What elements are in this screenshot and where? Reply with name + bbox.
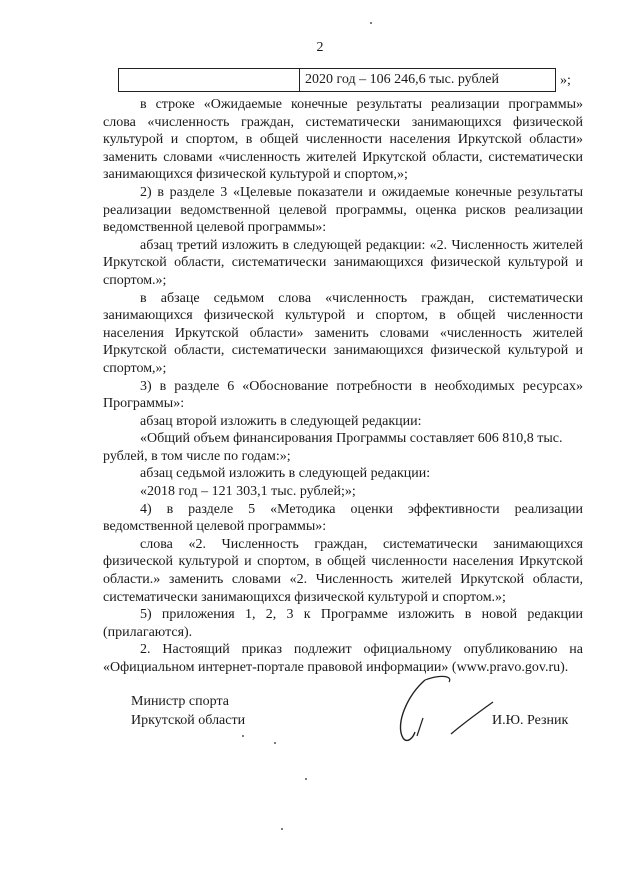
- handwritten-signature: [395, 672, 495, 750]
- paragraph-seventh-abzac: в абзаце седьмом слова «численность граждан, систематически занимающихся физической культурой и спортом, в общей численности населения Иркутской области» заменить словами «численность жителей Иркутской области, систематически занимающихся физической культурой и спортом,»;: [103, 290, 583, 376]
- table-fragment: [118, 68, 556, 92]
- scan-speck: [242, 735, 244, 737]
- paragraph-expected-results: в строке «Ожидаемые конечные результаты реализации программы» слова «численность граждан, систематически занимающихся физической культурой и спортом, в общей численности населения Иркутской области» заменить словами «численность жителей Иркутской области, систематически занимающихся физической культурой и спортом,»;: [103, 97, 583, 183]
- paragraph-second-abzac: абзац второй изложить в следующей редакции:: [140, 413, 422, 429]
- table-cell-funding-2020: 2020 год – 106 246,6 тыс. рублей: [305, 72, 499, 87]
- scan-speck: [281, 828, 283, 830]
- paragraph-appendices: 5) приложения 1, 2, 3 к Программе изложить в новой редакции (прилагаются).: [103, 607, 583, 640]
- paragraph-section-6: 3) в разделе 6 «Обоснование потребности в необходимых ресурсах» Программы»:: [103, 378, 583, 412]
- signatory-title-line1: Министр спорта: [131, 694, 229, 709]
- signatory-title: [131, 692, 245, 730]
- paragraph-total-funding: «Общий объем финансирования Программы составляет 606 810,8 тыс. рублей, в том числе по годам:»;: [103, 431, 563, 464]
- paragraph-section-3: 2) в разделе 3 «Целевые показатели и ожидаемые конечные результаты реализации ведомственной целевой программы, оценка рисков реализации ведомственной целевой программы»:: [103, 184, 583, 236]
- table-closing-quote: »;: [560, 73, 571, 88]
- scan-speck: [274, 742, 276, 744]
- paragraph-section-5: 4) в разделе 5 «Методика оценки эффективности реализации ведомственной целевой программы»:: [103, 501, 583, 535]
- scan-speck: [305, 778, 307, 780]
- paragraph-2018-funding: «2018 год – 121 303,1 тыс. рублей;»;: [140, 484, 356, 500]
- document-body: [103, 96, 583, 677]
- scan-speck: [370, 22, 372, 24]
- paragraph-publication: 2. Настоящий приказ подлежит официальному опубликованию на «Официальном интернет-портале правовой информации» (www.pravo.gov.ru).: [103, 642, 583, 675]
- signatory-name: И.Ю. Резник: [492, 713, 569, 728]
- paragraph-seventh-abzac-edit: абзац седьмой изложить в следующей редакции:: [140, 466, 431, 482]
- paragraph-words-replace: слова «2. Численность граждан, систематически занимающихся физической культурой и спортом, в общей численности населения Иркутской области.» заменить словами «2. Численность жителей Иркутской области, систематически занимающихся физической культурой и спортом.»;: [103, 536, 583, 605]
- signatory-title-line2: Иркутской области: [131, 713, 246, 728]
- table-cell-empty: [119, 69, 300, 91]
- page-number: 2: [316, 40, 324, 55]
- paragraph-third-abzac: абзац третий изложить в следующей редакции: «2. Численность жителей Иркутской области, систематически занимающихся физической культурой и спортом.»;: [103, 237, 583, 288]
